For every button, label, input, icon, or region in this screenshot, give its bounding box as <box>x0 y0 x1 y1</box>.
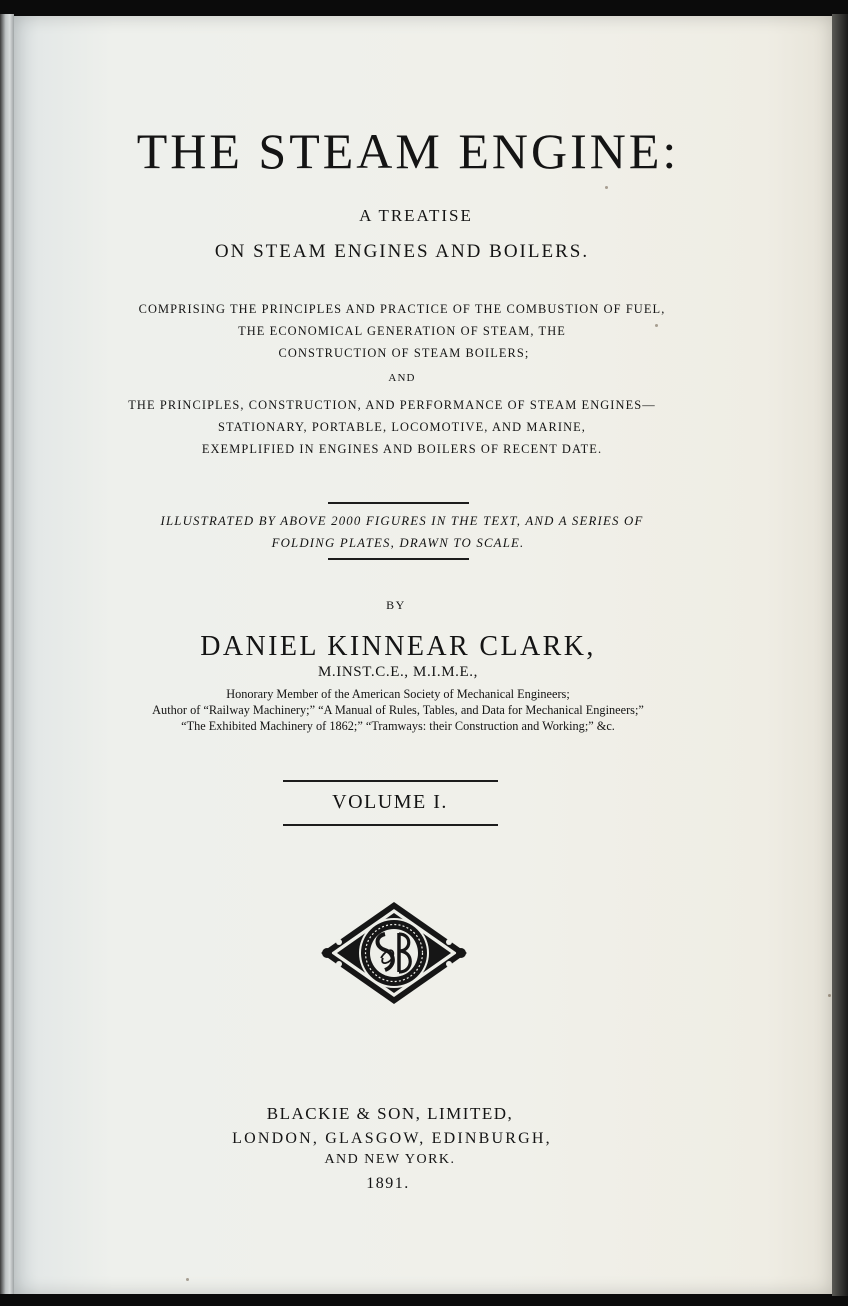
comprising-line-4: THE PRINCIPLES, CONSTRUCTION, AND PERFORMANCE OF STEAM ENGINES— <box>128 398 656 412</box>
publication-year: 1891. <box>366 1175 410 1192</box>
subtitle-line-2: ON STEAM ENGINES AND BOILERS. <box>214 241 590 262</box>
comprising-line-5: STATIONARY, PORTABLE, LOCOMOTIVE, AND MARINE, <box>217 420 586 434</box>
author-name: DANIEL KINNEAR CLARK, <box>200 631 596 662</box>
rule-below-volume <box>283 824 498 826</box>
rule-above-volume <box>283 780 498 782</box>
author-credentials: M.INST.C.E., M.I.M.E., <box>317 664 478 680</box>
paper-speck <box>828 994 831 997</box>
by-label: BY <box>386 598 406 612</box>
author-works-line-2: “The Exhibited Machinery of 1862;” “Tramways: their Construction and Working;” &c. <box>181 719 615 733</box>
publisher-name: BLACKIE & SON, LIMITED, <box>266 1104 514 1123</box>
book-title: THE STEAM ENGINE: <box>136 123 680 179</box>
illustrated-line-1: ILLUSTRATED BY ABOVE 2000 FIGURES IN THE TEXT, AND A SERIES OF <box>160 514 644 528</box>
comprising-line-3: CONSTRUCTION OF STEAM BOILERS; <box>278 346 530 360</box>
paper-speck <box>186 1278 189 1281</box>
illustrated-line-2: FOLDING PLATES, DRAWN TO SCALE. <box>271 536 525 550</box>
comprising-line-2: THE ECONOMICAL GENERATION OF STEAM, THE <box>238 324 566 338</box>
paper-speck <box>605 186 608 189</box>
publisher-cities: LONDON, GLASGOW, EDINBURGH, <box>232 1130 552 1147</box>
comprising-line-1: COMPRISING THE PRINCIPLES AND PRACTICE OF THE COMBUSTION OF FUEL, <box>138 302 666 316</box>
volume-label: VOLUME I. <box>332 791 448 813</box>
author-honor-line-1: Honorary Member of the American Society of Mechanical Engineers; <box>226 687 570 701</box>
publisher-device-icon <box>317 900 471 1006</box>
paper-speck <box>655 324 658 327</box>
rule-below-illustrated <box>328 558 469 560</box>
author-works-line-1: Author of “Railway Machinery;” “A Manual of Rules, Tables, and Data for Mechanical Engineers;” <box>152 703 644 717</box>
rule-above-illustrated <box>328 502 469 504</box>
comprising-line-6: EXEMPLIFIED IN ENGINES AND BOILERS OF RECENT DATE. <box>201 442 603 456</box>
subtitle-line-1: A TREATISE <box>359 206 473 225</box>
comprising-and: AND <box>388 372 416 384</box>
publisher-cities-2: AND NEW YORK. <box>324 1152 456 1167</box>
